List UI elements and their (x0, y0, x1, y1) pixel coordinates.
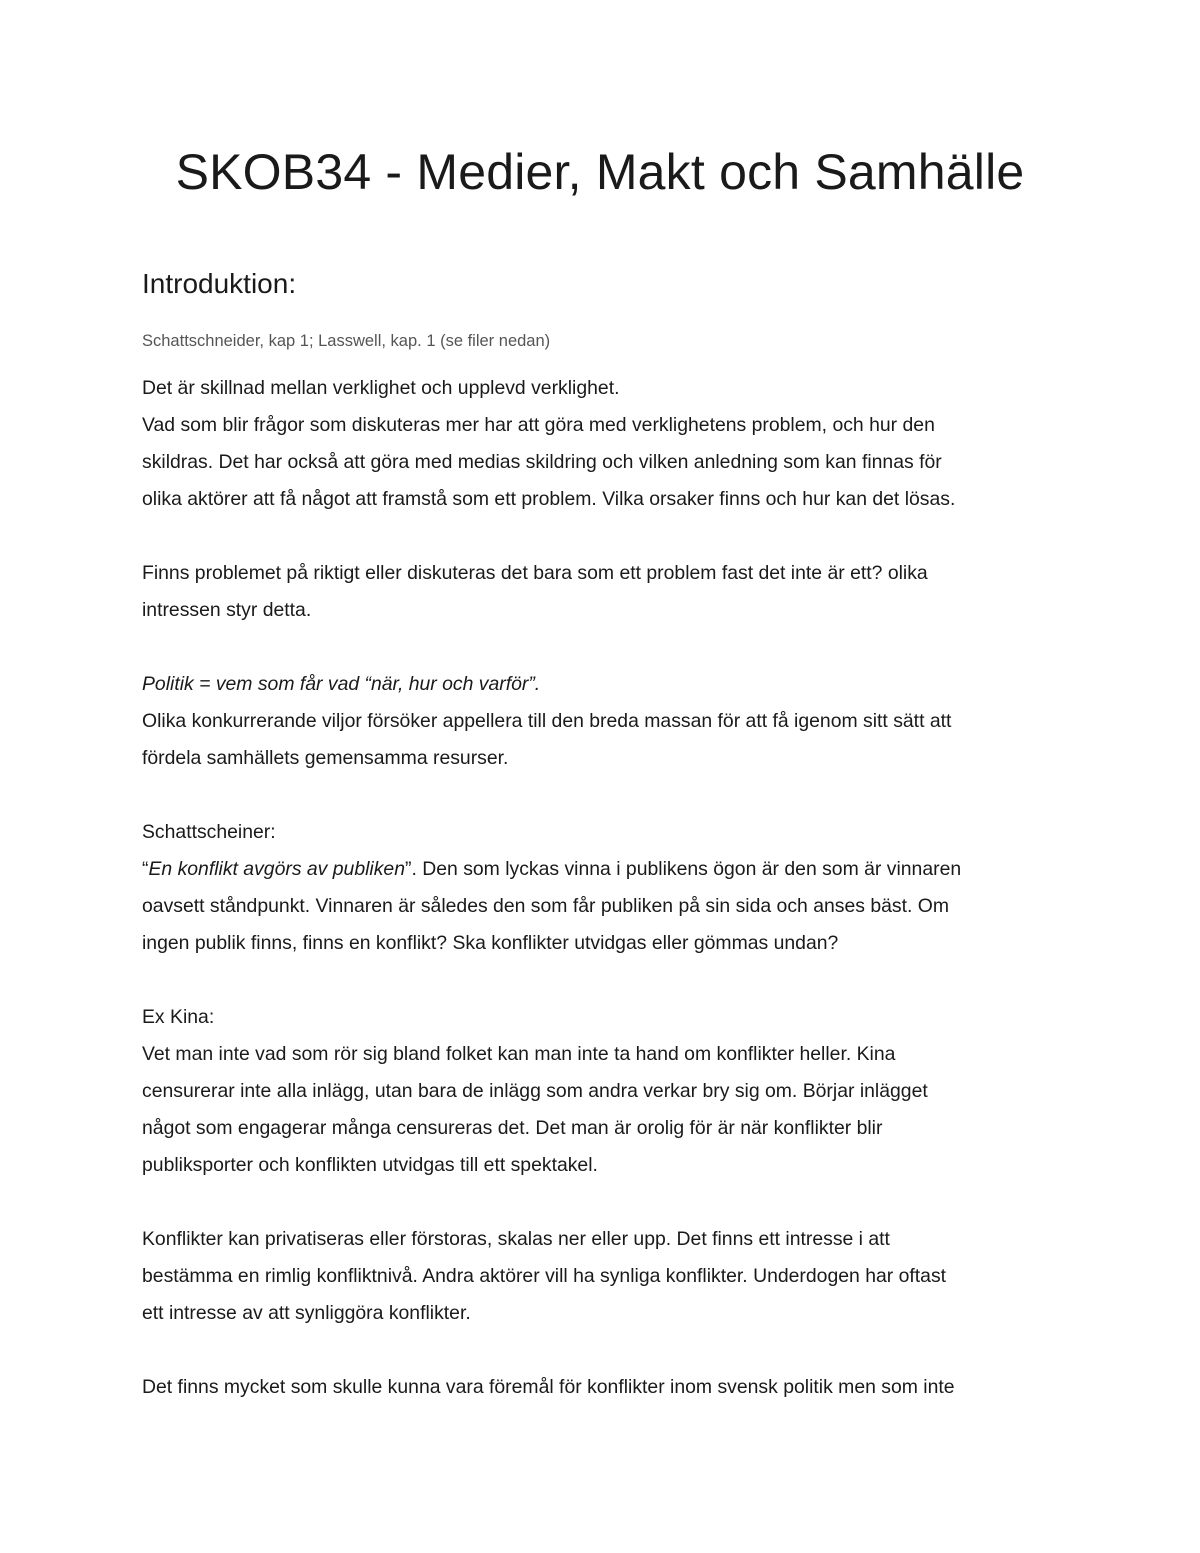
paragraph-gap (142, 1184, 1072, 1221)
body-line: Ex Kina: (142, 1006, 215, 1028)
body-line: Det finns mycket som skulle kunna vara föremål för konflikter inom svensk politik men som inte (142, 1376, 955, 1398)
body-line: publiksporter och konflikten utvidgas till ett spektakel. (142, 1154, 598, 1176)
reading-reference: Schattschneider, kap 1; Lasswell, kap. 1 (se filer nedan) (142, 332, 551, 350)
quote-italic: En konflikt avgörs av publiken (148, 858, 405, 880)
paragraph-gap (142, 777, 1072, 814)
body-line: Vet man inte vad som rör sig bland folket kan man inte ta hand om konflikter heller. Kina (142, 1043, 896, 1065)
body-line: olika aktörer att få något att framstå som ett problem. Vilka orsaker finns och hur kan det lösas. (142, 488, 956, 510)
quote-line (142, 851, 1072, 888)
politics-definition-text: Politik = vem som får vad “när, hur och varför”. (142, 673, 541, 695)
body-line: censurerar inte alla inlägg, utan bara de inlägg som andra verkar bry sig om. Börjar inlägget (142, 1080, 928, 1102)
body-line: Konflikter kan privatiseras eller förstoras, skalas ner eller upp. Det finns ett intresse i att (142, 1228, 890, 1250)
document-title: SKOB34 - Medier, Makt och Samhälle (175, 144, 1025, 200)
paragraph-gap (142, 629, 1072, 666)
body-line: Olika konkurrerande viljor försöker appellera till den breda massan för att få igenom sitt sätt att (142, 710, 952, 732)
quote-open: “ (142, 858, 149, 880)
politics-definition (142, 666, 1072, 703)
body-line: ett intresse av att synliggöra konflikter. (142, 1302, 471, 1324)
body-line: intressen styr detta. (142, 599, 312, 621)
body-line: Finns problemet på riktigt eller diskuteras det bara som ett problem fast det inte är ett? olika (142, 562, 928, 584)
paragraph-gap (142, 1332, 1072, 1369)
body-line: skildras. Det har också att göra med medias skildring och vilken anledning som kan finnas för (142, 451, 942, 473)
body-line: ingen publik finns, finns en konflikt? Ska konflikter utvidgas eller gömmas undan? (142, 932, 839, 954)
document-body (142, 370, 1072, 1406)
body-line: Det är skillnad mellan verklighet och upplevd verklighet. (142, 377, 620, 399)
section-heading: Introduktion: (142, 268, 297, 299)
body-line: fördela samhällets gemensamma resurser. (142, 747, 509, 769)
paragraph-gap (142, 962, 1072, 999)
body-line: något som engagerar många censureras det. Det man är orolig för är när konflikter blir (142, 1117, 883, 1139)
quote-rest: ”. Den som lyckas vinna i publikens ögon är den som är vinnaren (405, 858, 962, 880)
body-line: oavsett ståndpunkt. Vinnaren är således den som får publiken på sin sida och anses bäst. Om (142, 895, 949, 917)
paragraph-gap (142, 518, 1072, 555)
body-line: Schattscheiner: (142, 821, 276, 843)
body-line: bestämma en rimlig konfliktnivå. Andra aktörer vill ha synliga konflikter. Underdogen har oftast (142, 1265, 947, 1287)
body-line: Vad som blir frågor som diskuteras mer har att göra med verklighetens problem, och hur den (142, 414, 935, 436)
